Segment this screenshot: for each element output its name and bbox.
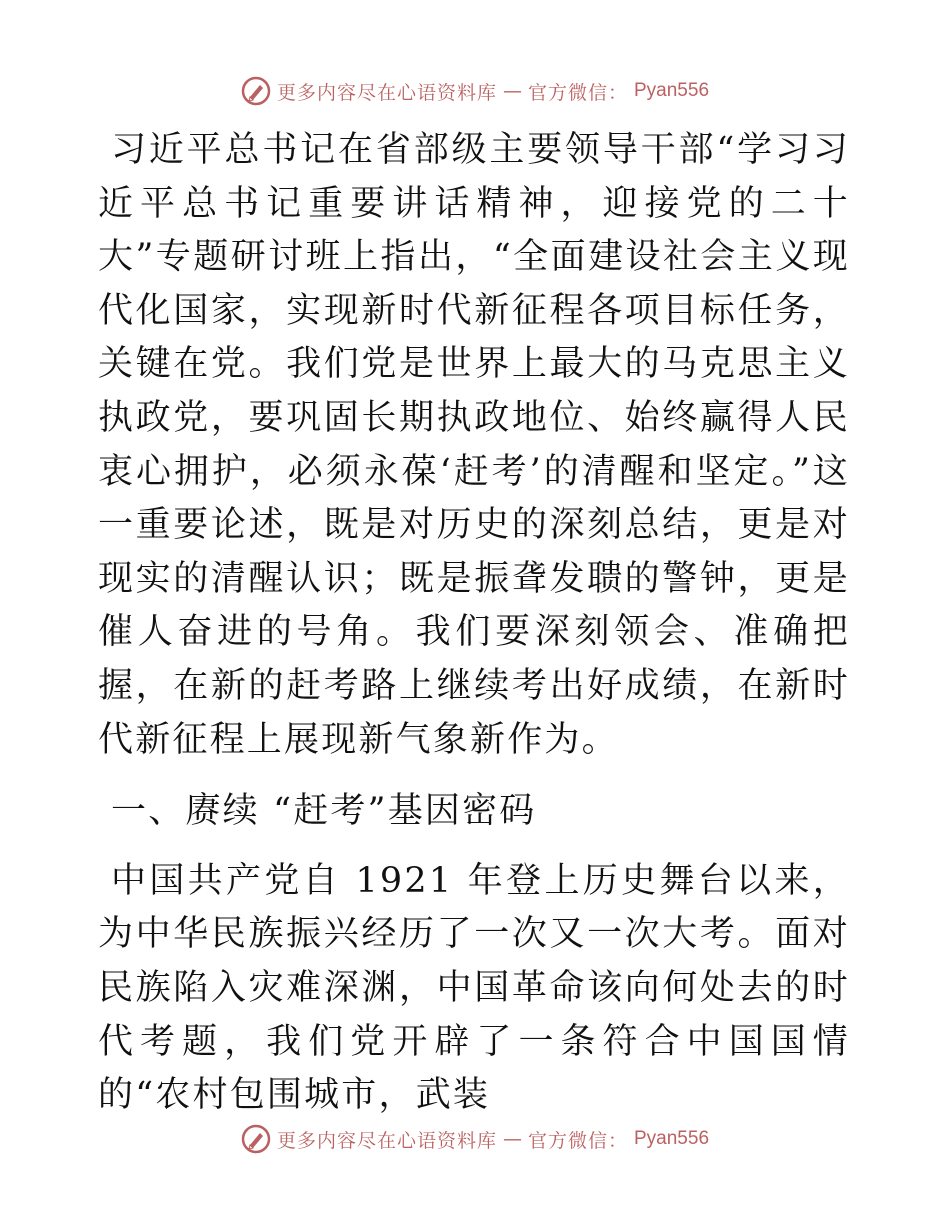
watermark-header <box>0 74 950 108</box>
watermark-account: Pyan556 <box>634 80 710 101</box>
paragraph-section-one: 中国共产党自 1921 年登上历史舞台以来，为中华民族振兴经历了一次又一次大考。面对民族陷入灾难深渊，中国革命该向何处去的时代考题，我们党开辟了一条符合中国国情的“农村包围城市，武装 <box>98 860 850 1116</box>
watermark-dash: — <box>502 1128 522 1150</box>
watermark-footer <box>0 1122 950 1156</box>
paragraph-intro: 习近平总书记在省部级主要领导干部“学习习近平总书记重要讲话精神，迎接党的二十大”专题研讨班上指出，“全面建设社会主义现代化国家，实现新时代新征程各项目标任务，关键在党。我们党是世界上最大的马克思主义执政党，要巩固长期执政地位、始终赢得人民衷心拥护，必须永葆‘赶考’的清醒和坚定。”这一重要论述，既是对历史的深刻总结，更是对现实的清醒认识；既是振聋发聩的警钟，更是催人奋进的号角。我们要深刻领会、准确把握，在新的赶考路上继续考出好成绩，在新时代新征程上展现新气象新作为。 <box>98 130 850 760</box>
section-heading: 一、赓续 “赶考”基因密码 <box>111 791 537 832</box>
document-body <box>98 124 850 1123</box>
watermark-text: 更多内容尽在心语资料库 <box>276 81 497 104</box>
watermark-dash: — <box>502 80 522 102</box>
watermark-account: Pyan556 <box>634 1128 710 1149</box>
pen-logo-icon <box>241 76 271 106</box>
watermark-text: 更多内容尽在心语资料库 <box>276 1129 497 1152</box>
watermark-label: 官方微信： <box>527 1129 628 1152</box>
pen-logo-icon <box>241 1124 271 1154</box>
watermark-label: 官方微信： <box>527 81 628 104</box>
